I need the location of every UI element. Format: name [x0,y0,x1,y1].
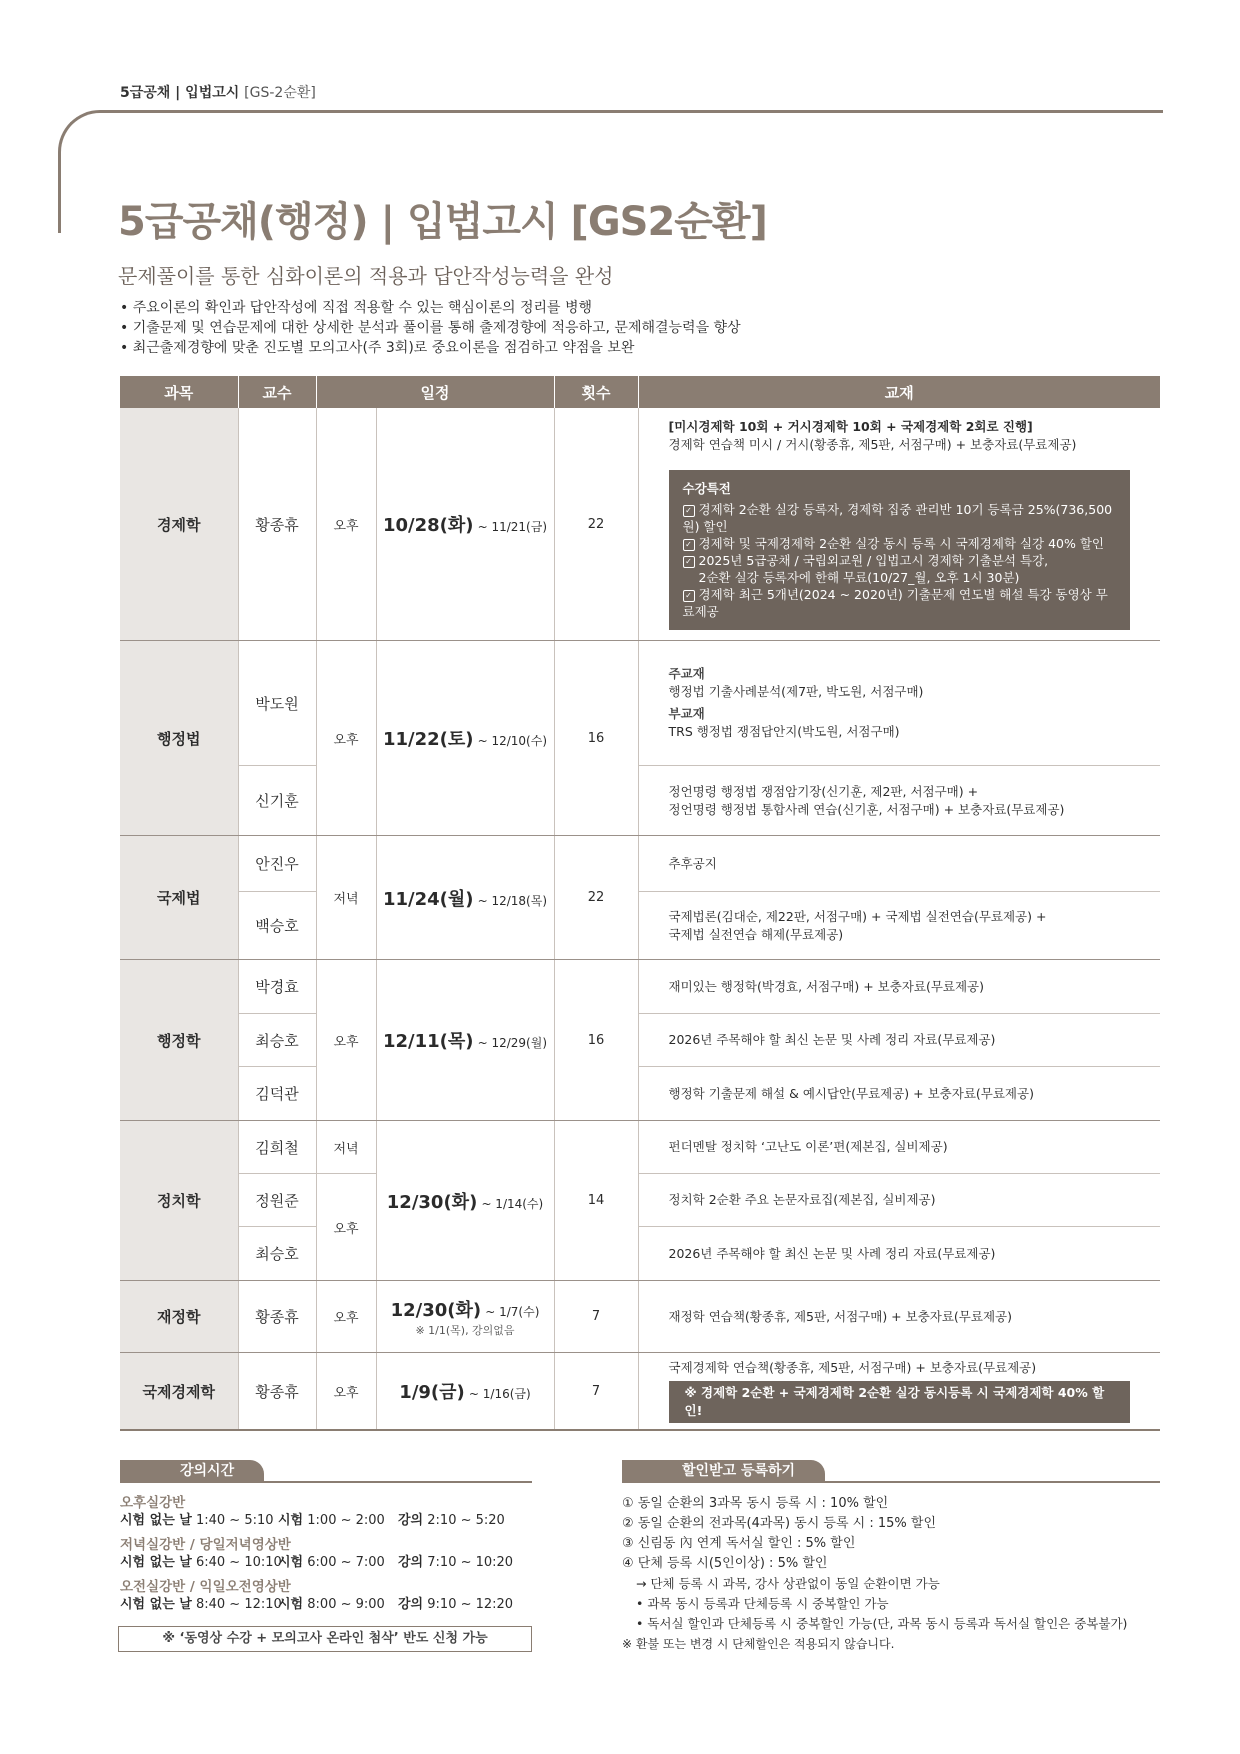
main-textbook-label: 주교재 [668,666,705,681]
time-cell: 저녁 [316,1121,376,1174]
textbook-cell: 추후공지 [638,836,1160,892]
value: 6:00 ~ 7:00 [307,1555,385,1570]
discount-subitem: → 단체 등록 시 과목, 강사 상관없이 동일 순환이면 가능 [636,1576,940,1591]
intro-bullet: • 주요이론의 확인과 답안작성에 직접 적용할 수 있는 핵심이론의 정리를 병행 [120,298,741,318]
subject-cell: 행정법 [120,641,238,836]
lecture-group-name: 오전실강반 / 익일오전영상반 [120,1579,291,1595]
label: 강의 [398,1513,424,1528]
lecture-time-row [120,1596,540,1614]
breadcrumb-sub: [GS-2순환] [244,85,316,101]
subject-cell: 국제법 [120,836,238,960]
professor-cell: 박경효 [238,960,316,1014]
intro-bullets [120,298,741,358]
subject-cell: 국제경제학 [120,1353,238,1431]
professor-cell: 황종휴 [238,1353,316,1431]
lecture-note-box: ※ ‘동영상 수강 + 모의고사 온라인 첨삭’ 반도 신청 가능 [118,1626,532,1652]
date-start: 12/30(화) [386,1191,478,1213]
textbook-line: 국제법 실전연습 해제(무료제공) [668,926,844,942]
date-start: 11/24(월) [382,888,474,910]
time-cell: 오후 [316,641,376,836]
lecture-time-heading: 강의시간 [120,1460,264,1482]
lecture-group-name: 저녁실강반 / 당일저녁영상반 [120,1537,291,1553]
date-note: ※ 1/1(목), 강의없음 [415,1323,515,1337]
professor-cell: 황종휴 [238,1281,316,1353]
date-start: 10/28(화) [382,515,474,536]
textbook-cell: 정치학 2순환 주요 논문자료집(제본집, 실비제공) [638,1174,1160,1227]
benefit-item: 경제학 및 국제경제학 2순환 실강 동시 등록 시 국제경제학 실강 40% 할인 [698,536,1104,551]
count-cell: 16 [554,641,638,836]
time-cell: 오후 [316,1174,376,1281]
label: 시험 [278,1597,304,1612]
discount-subitem: • 독서실 할인과 단체등록 시 중복할인 가능(단, 과목 동시 등록과 독서실 할인은 중복불가) [636,1616,1128,1631]
date-start: 1/9(금) [399,1382,465,1403]
professor-cell: 최승호 [238,1227,316,1281]
textbook-line: 정언명령 행정법 쟁점암기장(신기훈, 제2판, 서점구매) + [668,783,979,799]
time-cell: 오후 [316,1353,376,1431]
value: 6:40 ~ 10:10 [195,1555,282,1570]
count-cell: 14 [554,1121,638,1281]
professor-cell: 박도원 [238,641,316,766]
professor-cell: 김덕관 [238,1067,316,1121]
breadcrumb [120,82,316,102]
textbook-line: 경제학 연습책 미시 / 거시(황종휴, 제5판, 서점구매) + 보충자료(무료제공) [668,437,1077,452]
date-start: 12/11(목) [382,1031,474,1052]
table-row [120,1227,1160,1281]
label: 시험 없는 날 [120,1555,192,1570]
textbook-title: [미시경제학 10회 + 거시경제학 10회 + 국제경제학 2회로 진행] [668,419,1033,434]
date-cell [376,836,554,960]
table-row [120,766,1160,836]
subject-cell: 정치학 [120,1121,238,1281]
professor-cell: 안진우 [238,836,316,892]
label: 시험 [278,1513,304,1528]
table-row [120,641,1160,766]
discount-item: ④ 단체 등록 시(5인이상) : 5% 할인 [622,1556,828,1571]
subject-cell: 행정학 [120,960,238,1121]
time-cell: 오후 [316,1281,376,1353]
table-row [120,1121,1160,1174]
textbook-line: 국제법론(김대순, 제22판, 서점구매) + 국제법 실전연습(무료제공) + [668,908,1047,924]
sub-textbook-label: 부교재 [668,706,705,721]
lecture-time-section [120,1494,540,1614]
benefit-item: 경제학 최근 5개년(2024 ~ 2020년) 기출문제 연도별 해설 특강 동영상 무료제공 [682,587,1108,619]
lecture-time-row [120,1554,540,1572]
date-cell [376,960,554,1121]
date-end: ~ 12/29(월) [477,1036,548,1050]
check-icon: ✓ [683,505,695,517]
table-row [120,1067,1160,1121]
page-subtitle: 문제풀이를 통한 심화이론의 적용과 답안작성능력을 완성 [118,264,614,288]
discount-item: ③ 신림동 內 연계 독서실 할인 : 5% 할인 [622,1536,856,1551]
label: 시험 없는 날 [120,1513,192,1528]
lecture-group-name: 오후실강반 [120,1495,186,1511]
date-start: 12/30(화) [390,1299,482,1321]
table-row [120,1353,1160,1431]
value: 1:40 ~ 5:10 [195,1513,274,1528]
discount-footnote: ※ 환불 또는 변경 시 단체할인은 적용되지 않습니다. [622,1637,895,1651]
textbook-cell: 행정학 기출문제 해설 & 예시답안(무료제공) + 보충자료(무료제공) [638,1067,1160,1121]
date-cell [376,1121,554,1281]
table-row [120,960,1160,1014]
count-cell: 22 [554,836,638,960]
date-cell [376,1353,554,1431]
table-header-row [120,376,1160,408]
date-end: ~ 12/18(목) [477,893,548,908]
sub-textbook: TRS 행정법 쟁점답안지(박도원, 서점구매) [668,724,900,739]
professor-cell: 정원준 [238,1174,316,1227]
col-header-subject: 과목 [120,376,238,408]
date-end: ~ 1/16(금) [468,1387,531,1401]
benefit-item: 2025년 5급공채 / 국립외교원 / 입법고시 경제학 기출분석 특강, [698,553,1049,568]
textbook-cell: 재미있는 행정학(박경효, 서점구매) + 보충자료(무료제공) [638,960,1160,1014]
textbook-cell [638,1353,1160,1431]
date-end: ~ 1/14(수) [481,1196,544,1211]
check-icon: ✓ [683,590,695,602]
discount-item: ① 동일 순환의 3과목 동시 등록 시 : 10% 할인 [622,1496,889,1511]
table-row [120,1281,1160,1353]
subject-cell: 경제학 [120,408,238,641]
date-cell [376,408,554,641]
textbook-cell [638,892,1160,960]
table-row [120,1174,1160,1227]
col-header-count: 횟수 [554,376,638,408]
discount-subitem: • 과목 동시 등록과 단체등록 시 중복할인 가능 [636,1596,889,1611]
subject-cell: 재정학 [120,1281,238,1353]
schedule-table [120,376,1160,1431]
textbook-line: 국제경제학 연습책(황종휴, 제5판, 서점구매) + 보충자료(무료제공) [668,1360,1037,1375]
professor-cell: 신기훈 [238,766,316,836]
intro-bullet: • 기출문제 및 연습문제에 대한 상세한 분석과 풀이를 통해 출제경향에 적응하고, 문제해결능력을 향상 [120,318,741,338]
professor-cell: 황종휴 [238,408,316,641]
benefit-title: 수강특전 [682,481,731,496]
table-row [120,408,1160,641]
col-header-textbook: 교재 [638,376,1160,408]
breadcrumb-main: 5급공채 | 입법고시 [120,85,240,101]
textbook-cell: 펀더멘탈 정치학 ‘고난도 이론’편(제본집, 실비제공) [638,1121,1160,1174]
label: 강의 [398,1597,424,1612]
col-header-schedule: 일정 [316,376,554,408]
textbook-cell [638,641,1160,766]
intro-bullet: • 최근출제경향에 맞춘 진도별 모의고사(주 3회)로 중요이론을 점검하고 약점을 보완 [120,338,741,358]
discount-list [622,1494,1162,1654]
date-start: 11/22(토) [382,729,474,750]
textbook-cell: 2026년 주목해야 할 최신 논문 및 사례 정리 자료(무료제공) [638,1227,1160,1281]
date-end: ~ 1/7(수) [485,1304,540,1319]
time-cell: 저녁 [316,836,376,960]
date-cell [376,1281,554,1353]
divider [120,1481,532,1483]
benefit-box [669,470,1131,630]
check-icon: ✓ [683,556,695,568]
benefit-item-cont: 2순환 실강 등록자에 한해 무료(10/27_월, 오후 1시 30분) [698,570,1020,585]
discount-note-bar: ※ 경제학 2순환 + 국제경제학 2순환 실강 동시등록 시 국제경제학 40% 할인! [669,1381,1131,1423]
label: 시험 [278,1555,304,1570]
value: 8:00 ~ 9:00 [307,1597,385,1612]
time-cell: 오후 [316,408,376,641]
professor-cell: 최승호 [238,1014,316,1067]
count-cell: 22 [554,408,638,641]
date-cell [376,641,554,836]
discount-heading: 할인받고 등록하기 [622,1460,825,1482]
count-cell: 7 [554,1353,638,1431]
professor-cell: 백승호 [238,892,316,960]
time-cell: 오후 [316,960,376,1121]
discount-item: ② 동일 순환의 전과목(4과목) 동시 등록 시 : 15% 할인 [622,1516,937,1531]
value: 1:00 ~ 2:00 [307,1513,385,1528]
lecture-time-row [120,1512,540,1530]
date-end: ~ 11/21(금) [477,520,548,534]
col-header-professor: 교수 [238,376,316,408]
value: 8:40 ~ 12:10 [195,1597,282,1612]
textbook-cell: 재정학 연습책(황종휴, 제5판, 서점구매) + 보충자료(무료제공) [638,1281,1160,1353]
label: 강의 [398,1555,424,1570]
value: 2:10 ~ 5:20 [427,1513,505,1528]
professor-cell: 김희철 [238,1121,316,1174]
textbook-line: 정언명령 행정법 통합사례 연습(신기훈, 서점구매) + 보충자료(무료제공) [668,801,1065,817]
value: 9:10 ~ 12:20 [427,1597,514,1612]
textbook-cell [638,766,1160,836]
label: 시험 없는 날 [120,1597,192,1612]
divider [622,1481,1160,1483]
textbook-cell: 2026년 주목해야 할 최신 논문 및 사례 정리 자료(무료제공) [638,1014,1160,1067]
date-end: ~ 12/10(수) [477,734,548,748]
benefit-item: 경제학 2순환 실강 등록자, 경제학 집중 관리반 10기 등록금 25%(736,500원) 할인 [682,502,1113,534]
main-textbook: 행정법 기출사례분석(제7판, 박도원, 서점구매) [668,684,924,699]
page-title: 5급공채(행정) | 입법고시 [GS2순환] [118,199,767,245]
table-row [120,892,1160,960]
table-row [120,1014,1160,1067]
count-cell: 7 [554,1281,638,1353]
table-row [120,836,1160,892]
count-cell: 16 [554,960,638,1121]
textbook-cell [638,408,1160,641]
value: 7:10 ~ 10:20 [427,1555,514,1570]
check-icon: ✓ [683,539,695,551]
